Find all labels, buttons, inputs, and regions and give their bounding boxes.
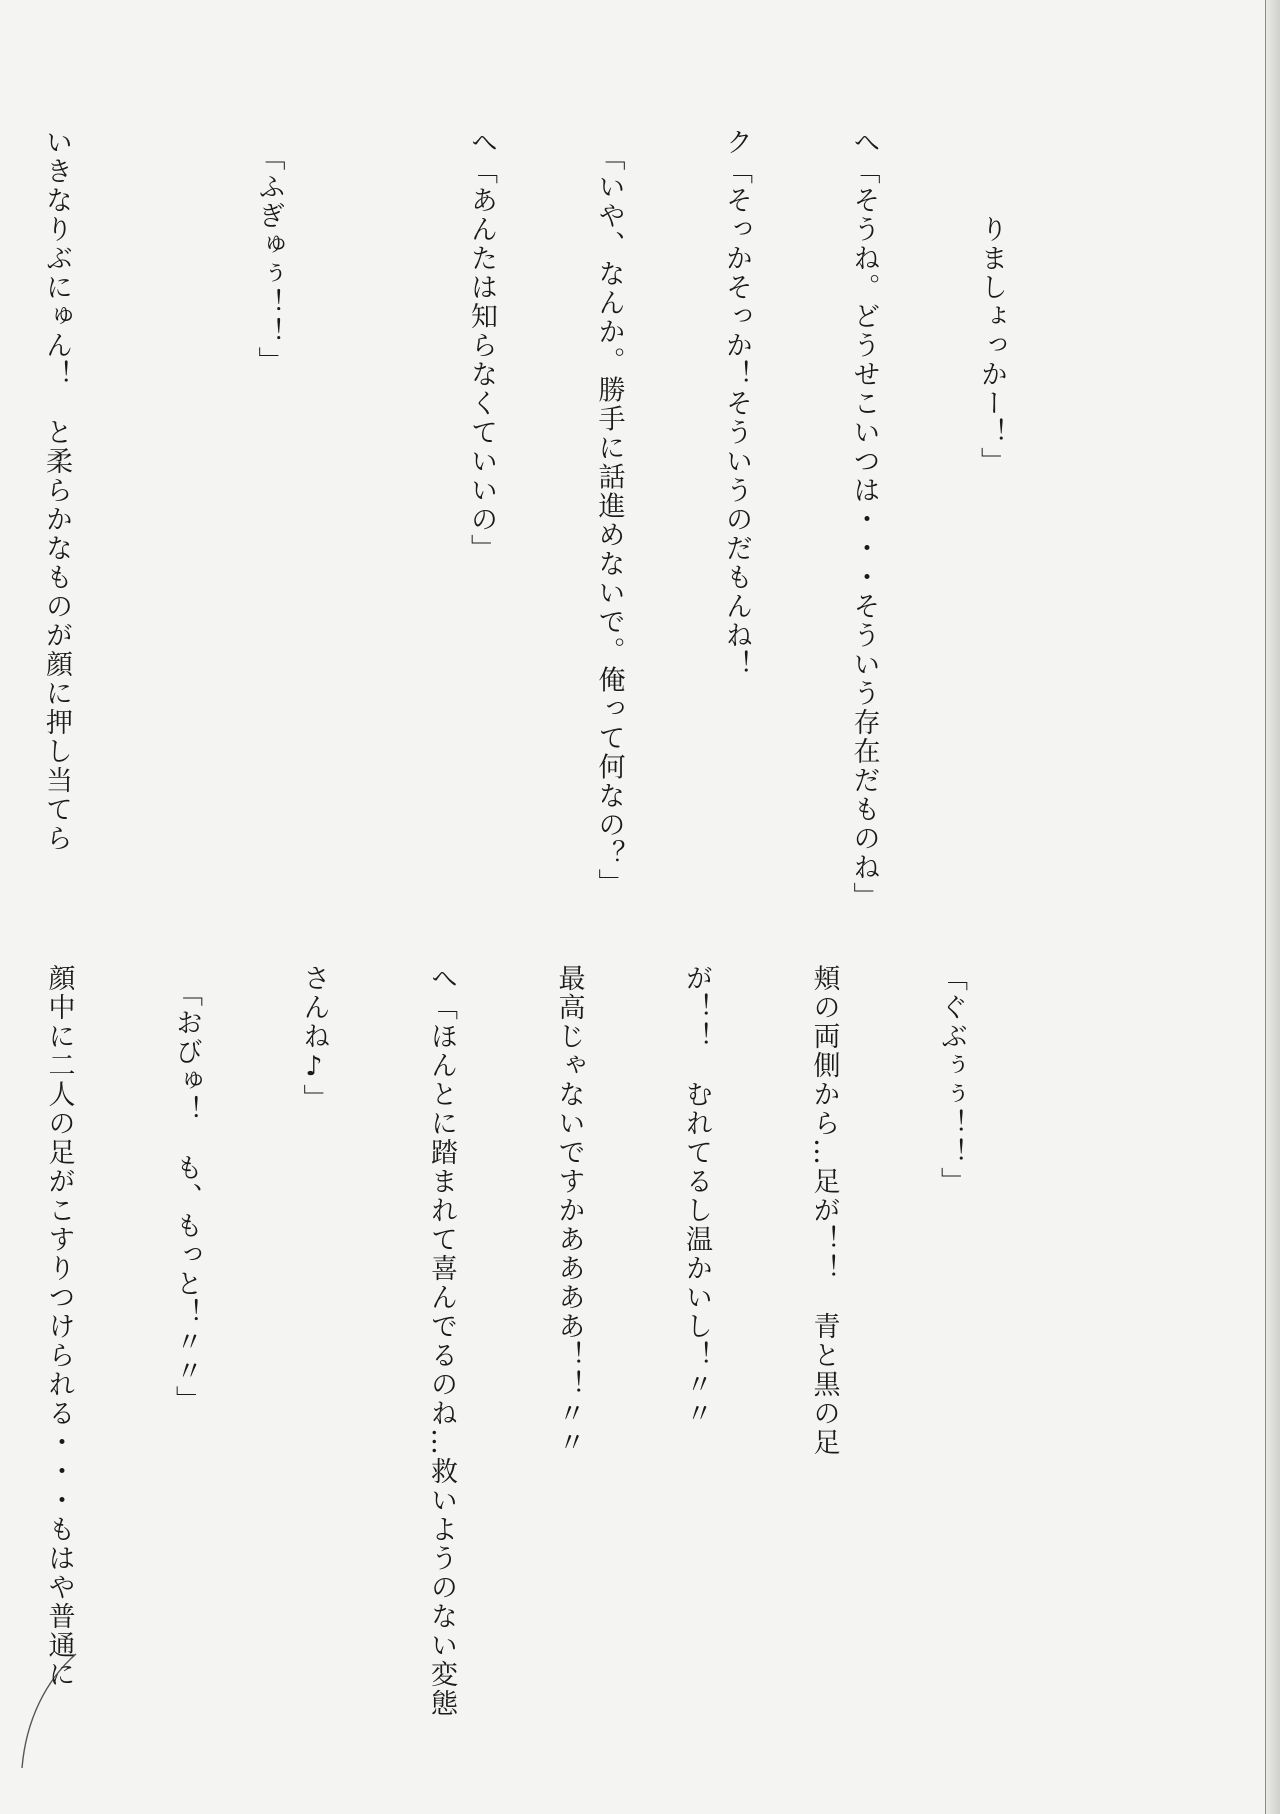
text-column: へ「あんたは知らなくていいの」 [466,128,497,563]
text-column: 最高じゃないですかああああ！！〃〃 [553,964,585,1457]
text-column: 「ぐぶぅぅ！！」 [936,964,967,1196]
text-column: りましょっかー！」 [976,128,1007,476]
text-column: ク「そっかそっか！そういうのだもんね！ [721,128,752,679]
text-column: いきなりぶにゅん！ と柔らかなものが顔に押し当てら [41,128,72,853]
text-column: が！！ むれてるし温かいし！〃〃 [681,964,712,1428]
paper-edge [1265,0,1280,1814]
text-column: 「ふぎゅぅ！！」 [253,128,285,376]
text-column: 「おびゅ！ も、もっと！〃〃」 [171,964,202,1415]
text-column: さんね♪」 [298,964,330,1113]
text-block-lower [0,964,1057,1724]
text-column: へ「そうね。どうせこいつは・・・そういう存在だものね」 [848,128,880,911]
text-column: へ「ほんとに踏まれて喜んでるのね…救いようのない変態 [426,964,457,1718]
text-column: 頬の両側から…足が！！ 青と黒の足 [808,964,840,1457]
text-column: 顔中に二人の足がこすりつけられる・・・もはや普通に [43,964,75,1689]
text-block-upper [0,128,1097,918]
text-column: 「いや、なんか。勝手に話進めないで。俺って何なの？」 [593,128,625,898]
